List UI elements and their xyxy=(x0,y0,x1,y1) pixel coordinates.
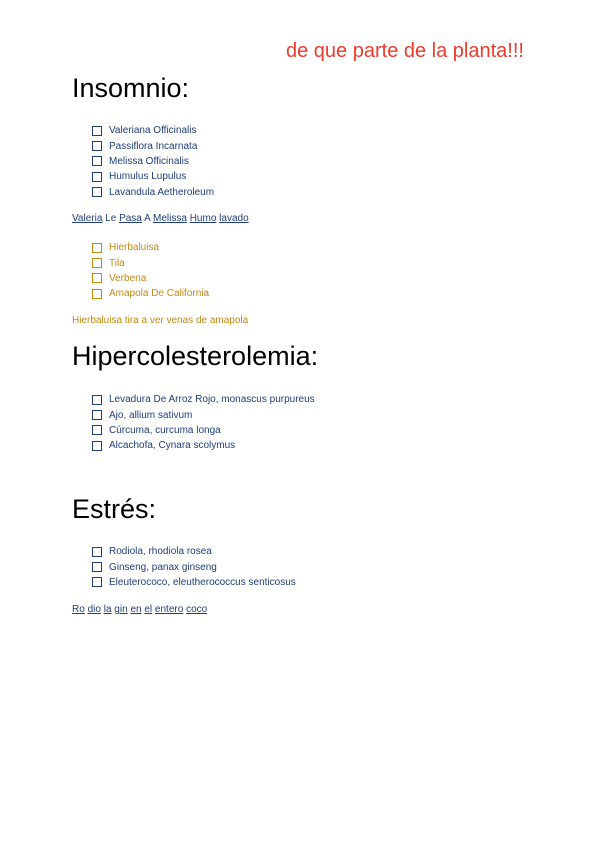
mnemonic-link[interactable]: la xyxy=(103,604,112,615)
item-label: Amapola De California xyxy=(109,288,210,300)
list-item[interactable] xyxy=(92,123,214,138)
item-label: Humulus Lupulus xyxy=(109,171,187,183)
mnemonic-link[interactable]: gin xyxy=(114,604,128,615)
checkbox-icon[interactable] xyxy=(92,562,102,572)
item-label: Cúrcuma, curcuma longa xyxy=(109,424,221,436)
mnemonic-link[interactable]: dio xyxy=(87,604,101,615)
mnemonic-link[interactable]: entero xyxy=(154,604,184,615)
item-label: Tila xyxy=(109,257,125,269)
heading-insomnio: Insomnio: xyxy=(72,73,190,103)
item-label: Verbena xyxy=(109,272,147,284)
item-label: Ajo, allium sativum xyxy=(109,409,193,421)
list-item[interactable] xyxy=(92,271,209,286)
list-item[interactable] xyxy=(92,169,214,184)
checkbox-icon[interactable] xyxy=(92,395,102,405)
mnemonic-link[interactable]: Ro xyxy=(72,604,85,615)
checkbox-icon[interactable] xyxy=(92,258,102,268)
list-item[interactable] xyxy=(92,438,315,453)
checkbox-icon[interactable] xyxy=(92,172,102,182)
item-label: Melissa Officinalis xyxy=(109,155,189,167)
checkbox-icon[interactable] xyxy=(92,126,102,136)
estres-checklist xyxy=(92,544,296,590)
item-label: Passiflora Incarnata xyxy=(109,140,198,152)
list-item[interactable] xyxy=(92,423,315,438)
checkbox-icon[interactable] xyxy=(92,156,102,166)
item-label: Ginseng, panax ginseng xyxy=(109,561,217,573)
item-label: Alcachofa, Cynara scolymus xyxy=(109,440,236,452)
insomnio-mnemonic-secondary: Hierbaluisa tira a ver venas de amapola xyxy=(72,315,249,326)
mnemonic-word: Le xyxy=(105,213,117,224)
list-item[interactable] xyxy=(92,392,315,407)
mnemonic-link[interactable]: lavado xyxy=(219,213,249,224)
mnemonic-link[interactable]: Pasa xyxy=(119,213,142,224)
list-item[interactable] xyxy=(92,255,209,270)
checkbox-icon[interactable] xyxy=(92,243,102,253)
list-item[interactable] xyxy=(92,185,214,200)
checkbox-icon[interactable] xyxy=(92,273,102,283)
list-item[interactable] xyxy=(92,544,296,559)
checkbox-icon[interactable] xyxy=(92,187,102,197)
checkbox-icon[interactable] xyxy=(92,441,102,451)
item-label: Eleuterococo, eleutherococcus senticosus xyxy=(109,576,296,588)
list-item[interactable] xyxy=(92,407,315,422)
checkbox-icon[interactable] xyxy=(92,577,102,587)
mnemonic-word: A xyxy=(144,213,151,224)
checkbox-icon[interactable] xyxy=(92,425,102,435)
annotation-note: de que parte de la planta!!! xyxy=(286,40,524,62)
estres-mnemonic xyxy=(72,604,207,615)
list-item[interactable] xyxy=(92,559,296,574)
list-item[interactable] xyxy=(92,154,214,169)
checkbox-icon[interactable] xyxy=(92,547,102,557)
item-label: Lavandula Aetheroleum xyxy=(109,186,215,198)
list-item[interactable] xyxy=(92,240,209,255)
insomnio-checklist xyxy=(92,123,214,200)
checkbox-icon[interactable] xyxy=(92,410,102,420)
mnemonic-link[interactable]: en xyxy=(130,604,142,615)
item-label: Rodiola, rhodiola rosea xyxy=(109,546,212,558)
heading-hipercolesterolemia: Hipercolesterolemia: xyxy=(72,341,319,371)
insomnio-checklist-secondary xyxy=(92,240,209,302)
insomnio-mnemonic xyxy=(72,213,249,224)
list-item[interactable] xyxy=(92,286,209,301)
list-item[interactable] xyxy=(92,138,214,153)
mnemonic-link[interactable]: coco xyxy=(186,604,208,615)
mnemonic-link[interactable]: Valeria xyxy=(72,213,103,224)
mnemonic-link[interactable]: Humo xyxy=(189,213,217,224)
item-label: Levadura De Arroz Rojo, monascus purpureus xyxy=(109,394,315,406)
mnemonic-link[interactable]: Melissa xyxy=(153,213,187,224)
item-label: Hierbaluisa xyxy=(109,242,160,254)
item-label: Valeriana Officinalis xyxy=(109,125,197,137)
heading-estres: Estrés: xyxy=(72,494,157,524)
hipercolesterolemia-checklist xyxy=(92,392,315,454)
checkbox-icon[interactable] xyxy=(92,289,102,299)
mnemonic-link[interactable]: el xyxy=(144,604,153,615)
list-item[interactable] xyxy=(92,575,296,590)
checkbox-icon[interactable] xyxy=(92,141,102,151)
